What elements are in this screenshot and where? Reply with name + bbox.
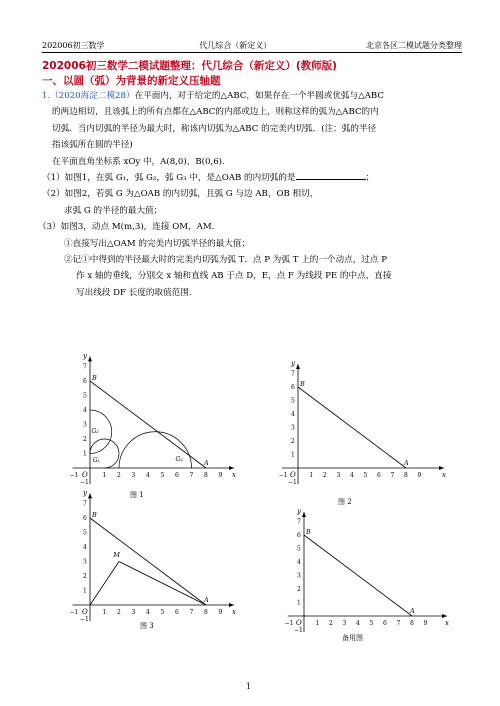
y-tick-label: 4 xyxy=(83,407,87,414)
problem-line-1 xyxy=(42,88,472,104)
y-tick-label: 4 xyxy=(83,544,87,551)
x-tick-label: 4 xyxy=(356,620,360,627)
y-tick-label: 3 xyxy=(83,558,87,566)
arc-g3-label: G₃ xyxy=(175,455,183,463)
figure-2 xyxy=(280,350,450,494)
y-tick-label: 1 xyxy=(297,599,301,607)
point-a-label: A xyxy=(204,596,209,604)
y-tick-label: 2 xyxy=(297,586,301,593)
segment-am xyxy=(119,562,206,606)
y-tick-label: 7 xyxy=(297,518,301,526)
x-tick-label: 7 xyxy=(189,472,194,479)
segment-ab xyxy=(90,518,206,605)
figure-2-caption: 图 2 xyxy=(338,498,352,506)
figure-3 xyxy=(60,488,240,624)
x-tick-label: 1 xyxy=(309,472,314,479)
section-heading: 一、以圆（弧）为背景的新定义压轴题 xyxy=(42,75,221,87)
y-tick-label: 6 xyxy=(297,532,301,539)
x-axis-label: x xyxy=(232,471,236,479)
problem-line-3: 切弧．当内切弧的半径为最大时，称该内切弧为△ABC 的完美内切弧．(注：弧的半径 xyxy=(52,123,377,134)
y-tick-label: 4 xyxy=(297,559,301,566)
point-b-label: B xyxy=(92,374,97,382)
segment-om xyxy=(90,562,119,606)
y-tick-label: 7 xyxy=(83,363,87,371)
y-tick-label: 1 xyxy=(83,587,87,595)
point-a-label: A xyxy=(204,459,209,467)
point-b-label: B xyxy=(92,511,97,519)
y-tick-label: 6 xyxy=(83,515,87,522)
y-tick-label: 2 xyxy=(83,436,87,443)
point-b-label: B xyxy=(300,380,305,388)
x-tick-label: 7 xyxy=(390,472,395,479)
y-tick-label: 1 xyxy=(291,451,295,459)
figure-spare-graph xyxy=(283,500,453,632)
neg-x-tick-label: −1 xyxy=(69,472,79,479)
point-m-label: M xyxy=(113,551,120,560)
question-3b-3: 写出线段 DF 长度的取值范围. xyxy=(76,287,192,298)
question-3b-2: 作 x 轴的垂线，分别交 x 轴和直线 AB 于点 D，E，点 F 为线段 PE 的中点，直接 xyxy=(76,271,392,282)
segment-ab xyxy=(90,381,206,468)
x-tick-label: 1 xyxy=(102,609,107,616)
x-tick-label: 8 xyxy=(410,620,414,627)
question-1: （1）如图1，在弧 G₁，弧 G₂，弧 G₃ 中，是△OAB 的内切弧的是 ； xyxy=(42,170,472,186)
x-tick-label: 6 xyxy=(377,472,381,479)
origin-label: O xyxy=(82,608,88,616)
x-tick-label: 3 xyxy=(336,472,341,479)
problem-line-2: 的两边相切，且该弧上的所有点都在△ABC的内部或边上，则称这样的弧为△ABC的内 xyxy=(52,107,379,118)
origin-label: O xyxy=(290,471,296,479)
x-tick-label: 7 xyxy=(189,609,194,616)
x-tick-label: 6 xyxy=(383,620,387,627)
y-axis-label: y xyxy=(83,488,87,497)
x-tick-label: 6 xyxy=(175,609,179,616)
y-tick-label: 5 xyxy=(83,529,87,537)
x-tick-label: 5 xyxy=(363,472,368,479)
neg-y-tick-label: −1 xyxy=(294,627,303,634)
question-3b-1: ②记①中得到的半径最大时的完美内切弧为弧 T．点 P 为弧 T 上的一个动点，过点 P xyxy=(64,255,388,266)
x-tick-label: 4 xyxy=(146,472,150,479)
figure-1-caption: 图 1 xyxy=(130,491,144,499)
question-2a: （2）如图2，若弧 G 为△OAB 的内切弧，且弧 G 与边 AB，OB 相切， xyxy=(42,189,319,200)
x-tick-label: 9 xyxy=(423,620,428,627)
problem-body xyxy=(38,88,472,301)
y-tick-label: 5 xyxy=(83,392,87,400)
neg-y-tick-label: −1 xyxy=(80,479,89,486)
y-tick-label: 3 xyxy=(297,572,301,580)
question-2b: 求弧 G 的半径的最大值； xyxy=(64,205,163,216)
y-axis-arrow xyxy=(302,512,306,517)
question-3: （3）如图3，动点 M(m,3)，连接 OM，AM. xyxy=(38,222,215,233)
figure-spare-caption: 备用图 xyxy=(342,634,363,642)
x-tick-label: 2 xyxy=(323,472,327,479)
y-axis-label: y xyxy=(297,507,301,516)
x-axis-label: x xyxy=(442,471,446,479)
y-axis-arrow xyxy=(296,364,300,369)
problem-source: （2020海淀二模28） xyxy=(50,91,135,101)
origin-label: O xyxy=(82,471,88,479)
point-a-label: A xyxy=(404,459,409,467)
neg-x-tick-label: −1 xyxy=(69,609,79,616)
y-tick-label: 2 xyxy=(291,438,295,445)
x-axis-label: x xyxy=(445,619,449,627)
y-tick-label: 3 xyxy=(83,421,87,429)
x-tick-label: 2 xyxy=(117,472,121,479)
x-tick-label: 4 xyxy=(350,472,354,479)
y-axis-label: y xyxy=(83,351,87,360)
arc-g2-label: G₂ xyxy=(91,428,99,436)
y-tick-label: 7 xyxy=(83,500,87,508)
x-tick-label: 8 xyxy=(204,472,208,479)
y-tick-label: 4 xyxy=(291,411,295,418)
figure-1 xyxy=(60,350,240,494)
page-number: 1 xyxy=(246,682,252,691)
x-tick-label: 3 xyxy=(342,620,347,627)
question-3a: ①直接写出△OAM 的完美内切弧半径的最大值； xyxy=(64,238,251,249)
point-b-label: B xyxy=(306,528,311,536)
neg-x-tick-label: −1 xyxy=(278,472,288,479)
origin-label: O xyxy=(296,619,302,627)
y-tick-label: 1 xyxy=(83,450,87,458)
y-axis-arrow xyxy=(88,493,92,498)
page-header xyxy=(42,40,462,53)
y-tick-label: 5 xyxy=(297,545,301,553)
document-title: 202006初三数学二模试题整理：代几综合（新定义）(教师版) xyxy=(42,60,337,72)
y-axis-arrow xyxy=(88,356,92,361)
header-right: 北京各区二模试题分类整理 xyxy=(365,41,462,50)
header-left: 202006初三数学 xyxy=(42,41,105,50)
x-tick-label: 7 xyxy=(396,620,401,627)
figure-3-caption: 图 3 xyxy=(140,622,154,630)
x-axis-arrow xyxy=(229,466,234,470)
y-tick-label: 2 xyxy=(83,573,87,580)
x-tick-label: 5 xyxy=(160,472,165,479)
y-tick-label: 6 xyxy=(83,378,87,385)
problem-text: 在平面内，对于给定的△ABC，如果存在一个半圆或优弧与△ABC xyxy=(134,91,384,101)
x-tick-label: 8 xyxy=(204,609,208,616)
x-axis-arrow xyxy=(439,466,444,470)
y-tick-label: 5 xyxy=(291,397,295,405)
x-tick-label: 2 xyxy=(117,609,121,616)
problem-line-5: 在平面直角坐标系 xOy 中，A(8,0)，B(0,6). xyxy=(52,156,225,167)
y-tick-label: 7 xyxy=(291,370,295,378)
x-tick-label: 5 xyxy=(369,620,374,627)
x-tick-label: 6 xyxy=(175,472,179,479)
figure-1-graph xyxy=(60,350,240,490)
x-tick-label: 1 xyxy=(315,620,320,627)
header-center: 代几综合（新定义） xyxy=(199,41,272,50)
problem-line-4: 指该弧所在圆的半径) xyxy=(52,140,133,151)
segment-ab xyxy=(298,387,406,468)
y-tick-label: 3 xyxy=(291,424,295,432)
x-tick-label: 3 xyxy=(131,472,136,479)
x-tick-label: 2 xyxy=(329,620,333,627)
segment-ab xyxy=(304,535,412,616)
figure-2-graph xyxy=(280,350,450,490)
x-tick-label: 1 xyxy=(102,472,107,479)
y-tick-label: 6 xyxy=(291,384,295,391)
figure-3-graph xyxy=(60,488,240,623)
x-tick-label: 9 xyxy=(417,472,422,479)
neg-y-tick-label: −1 xyxy=(288,479,297,486)
y-axis-label: y xyxy=(291,359,295,368)
x-axis-arrow xyxy=(229,603,234,607)
arc-g1-label: G₁ xyxy=(92,457,101,465)
neg-y-tick-label: −1 xyxy=(80,616,89,623)
x-tick-label: 9 xyxy=(218,609,223,616)
x-tick-label: 5 xyxy=(160,609,165,616)
x-tick-label: 4 xyxy=(146,609,150,616)
x-tick-label: 9 xyxy=(218,472,223,479)
point-a-label: A xyxy=(410,607,415,615)
problem-number: 1. xyxy=(42,91,51,101)
neg-x-tick-label: −1 xyxy=(284,620,294,627)
x-tick-label: 8 xyxy=(404,472,408,479)
x-axis-arrow xyxy=(442,614,447,618)
figure-spare xyxy=(283,500,453,636)
x-tick-label: 3 xyxy=(131,609,136,616)
x-axis-label: x xyxy=(232,608,236,616)
answer-blank[interactable] xyxy=(296,170,366,180)
